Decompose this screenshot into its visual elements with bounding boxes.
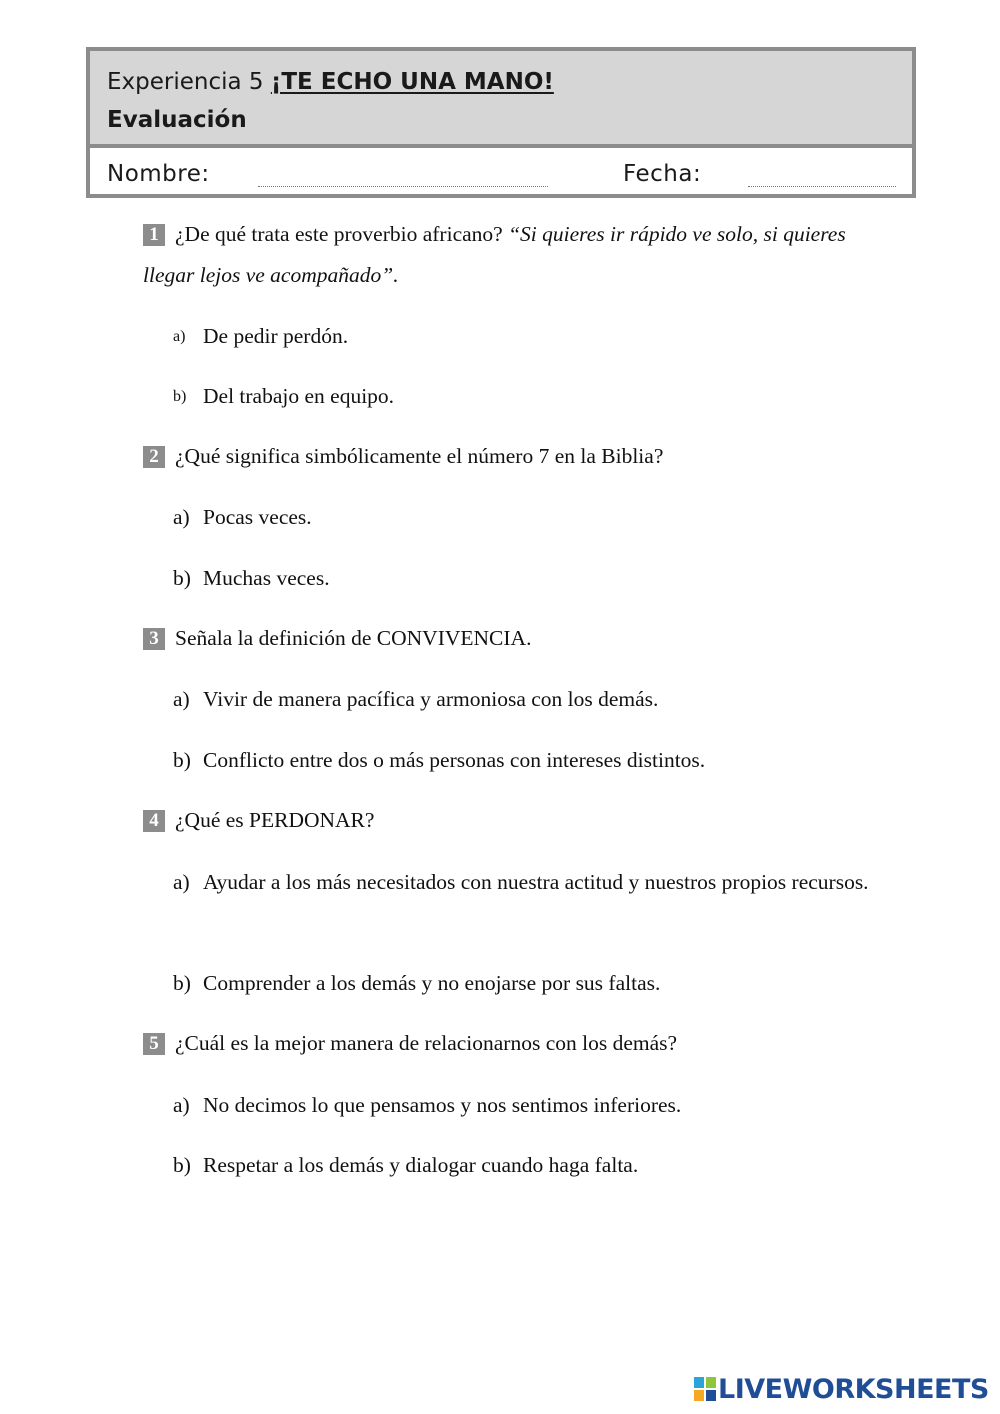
question-text: ¿Qué es PERDONAR? <box>175 808 375 832</box>
date-label: Fecha: <box>623 161 702 187</box>
proverb-quote: “Si quieres ir rápido ve solo, si quieres llegar lejos ve acompañado”. <box>143 222 846 287</box>
liveworksheets-brand[interactable] <box>694 1373 989 1405</box>
option-letter: a) <box>173 505 190 529</box>
option-text: De pedir perdón. <box>203 324 349 348</box>
option-text: Comprender a los demás y no enojarse por sus faltas. <box>203 971 661 995</box>
option-letter: a) <box>173 870 190 894</box>
experience-title <box>107 69 554 95</box>
option-5a[interactable] <box>173 1085 873 1126</box>
option-text: Ayudar a los más necesitados con nuestra actitud y nuestros propios recursos. <box>203 870 869 894</box>
header-box <box>86 47 916 198</box>
evaluation-subtitle: Evaluación <box>107 107 247 133</box>
question-text: ¿De qué trata este proverbio africano? <box>175 222 509 246</box>
option-2b[interactable] <box>173 558 873 599</box>
option-letter: b) <box>173 1153 191 1177</box>
liveworksheets-logo-icon <box>694 1377 716 1401</box>
option-text: Pocas veces. <box>203 505 312 529</box>
name-label: Nombre: <box>107 161 210 187</box>
option-1a[interactable] <box>173 316 873 357</box>
question-number: 3 <box>143 628 165 650</box>
option-letter: b) <box>173 971 191 995</box>
option-letter: b) <box>173 748 191 772</box>
question-text: Señala la definición de CONVIVENCIA. <box>175 626 532 650</box>
date-field[interactable] <box>748 186 896 187</box>
option-4a[interactable] <box>173 862 873 903</box>
option-letter: a) <box>173 687 190 711</box>
option-letter: b) <box>173 388 187 405</box>
name-date-row <box>90 148 912 194</box>
option-letter: b) <box>173 566 191 590</box>
option-text: Respetar a los demás y dialogar cuando haga falta. <box>203 1153 639 1177</box>
question-5 <box>143 1023 873 1064</box>
option-3b[interactable] <box>173 740 873 781</box>
header-title-area <box>90 51 912 148</box>
question-1 <box>143 214 873 296</box>
option-3a[interactable] <box>173 679 873 720</box>
option-text: Conflicto entre dos o más personas con intereses distintos. <box>203 748 706 772</box>
name-field[interactable] <box>258 186 548 187</box>
question-3 <box>143 618 873 659</box>
question-number: 2 <box>143 446 165 468</box>
experience-prefix: Experiencia 5 <box>107 69 271 95</box>
question-text: ¿Cuál es la mejor manera de relacionarnos con los demás? <box>175 1031 678 1055</box>
option-letter: a) <box>173 328 186 345</box>
option-text: No decimos lo que pensamos y nos sentimos inferiores. <box>203 1093 682 1117</box>
question-text: ¿Qué significa simbólicamente el número 7 en la Biblia? <box>175 444 664 468</box>
option-2a[interactable] <box>173 497 873 538</box>
option-text: Del trabajo en equipo. <box>203 384 395 408</box>
question-number: 5 <box>143 1033 165 1055</box>
experience-name: ¡TE ECHO UNA MANO! <box>270 69 554 95</box>
question-number: 1 <box>143 224 165 246</box>
brand-name: LIVEWORKSHEETS <box>718 1373 989 1405</box>
option-text: Vivir de manera pacífica y armoniosa con los demás. <box>203 687 659 711</box>
option-1b[interactable] <box>173 376 873 417</box>
option-4b[interactable] <box>173 963 873 1004</box>
option-letter: a) <box>173 1093 190 1117</box>
question-number: 4 <box>143 810 165 832</box>
option-text: Muchas veces. <box>203 566 330 590</box>
question-4 <box>143 800 873 841</box>
option-5b[interactable] <box>173 1145 873 1186</box>
question-2 <box>143 436 873 477</box>
